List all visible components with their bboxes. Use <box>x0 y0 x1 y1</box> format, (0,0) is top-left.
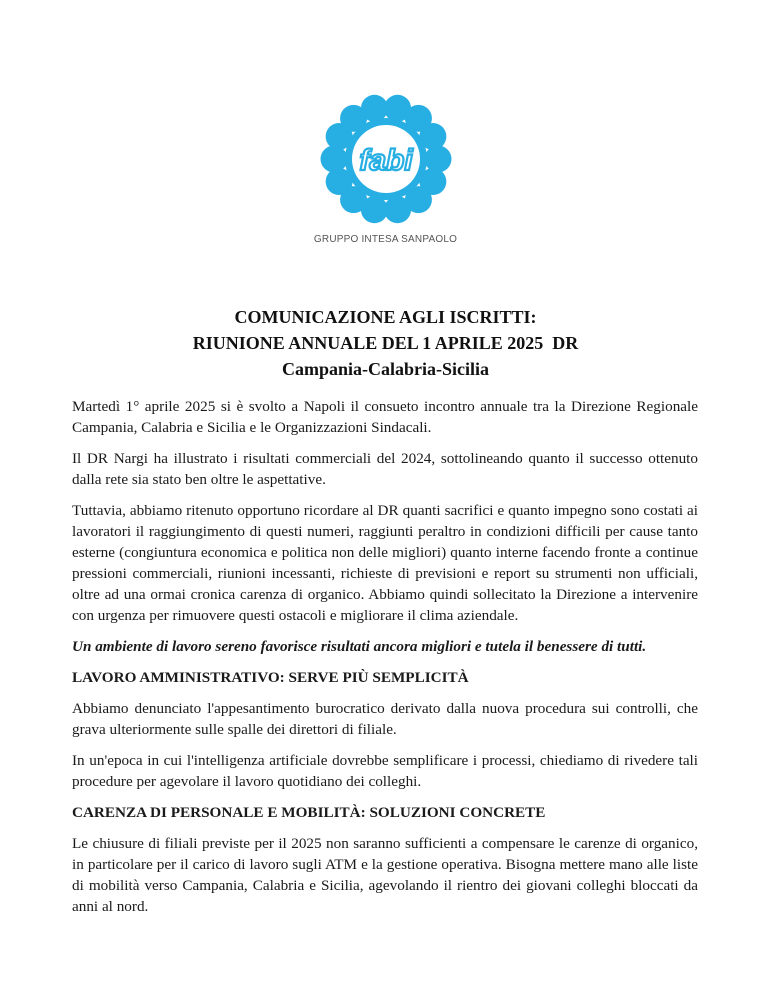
paragraph-bureaucracy: Abbiamo denunciato l'appesantimento burocratico derivato dalla nuova procedura sui controlli, che grava ulteriormente sulle spalle dei direttori di filiale. <box>72 700 698 738</box>
paragraph-sacrifices: Tuttavia, abbiamo ritenuto opportuno ricordare al DR quanti sacrifici e quanto impegno sono costati ai lavoratori il raggiungimento di questi numeri, raggiunti peraltro in condizioni difficili per cause tanto esterne (congiuntura economica e politica non delle migliori) quanto interne facendo fronte a continue pressioni commerciali, riunioni incessanti, richieste di previsioni e report su strumenti non ufficiali, oltre ad una ormai cronica carenza di organico. Abbiamo quindi sollecitato la Direzione a intervenire con urgenza per rimuovere questi ostacoli e migliorare il clima aziendale. <box>72 502 698 624</box>
title-line-3: Campania-Calabria-Sicilia <box>281 359 489 379</box>
paragraph-results: Il DR Nargi ha illustrato i risultati commerciali del 2024, sottolineando quanto il successo ottenuto dalla rete sia stato ben oltre le aspettative. <box>72 450 698 488</box>
paragraph-mobility: Le chiusure di filiali previste per il 2025 non saranno sufficienti a compensare le carenze di organico, in particolare per il carico di lavoro sugli ATM e la gestione operativa. Bisogna mettere mano alle liste di mobilità verso Campania, Calabria e Sicilia, agevolando il rientro dei giovani colleghi bloccati da anni al nord. <box>72 835 698 915</box>
paragraph-ai: In un'epoca in cui l'intelligenza artificiale dovrebbe semplificare i processi, chiediamo di rivedere tali procedure per agevolare il lavoro quotidiano dei colleghi. <box>72 752 698 790</box>
logo-petal <box>320 146 347 173</box>
document-title <box>0 304 771 382</box>
title-line-1: COMUNICAZIONE AGLI ISCRITTI: <box>234 307 537 327</box>
paragraph-meeting-intro: Martedì 1° aprile 2025 si è svolto a Napoli il consueto incontro annuale tra la Direzione Regionale Campania, Calabria e Sicilia e le Organizzazioni Sindacali. <box>72 398 698 436</box>
logo-petal <box>424 146 451 173</box>
logo-petal <box>384 196 411 223</box>
logo <box>0 92 771 226</box>
section-heading-staff: CARENZA DI PERSONALE E MOBILITÀ: SOLUZIONI CONCRETE <box>72 804 546 821</box>
title-line-2: RIUNIONE ANNUALE DEL 1 APRILE 2025 DR <box>192 333 579 353</box>
logo-caption: GRUPPO INTESA SANPAOLO <box>313 234 458 245</box>
document-body <box>72 396 698 927</box>
section-heading-admin: LAVORO AMMINISTRATIVO: SERVE PIÙ SEMPLICITÀ <box>72 669 469 686</box>
paragraph-emphasis: Un ambiente di lavoro sereno favorisce risultati ancora migliori e tutela il benessere di tutti. <box>72 638 647 655</box>
logo-petal <box>360 95 387 122</box>
logo-wordmark: fabi <box>358 144 413 177</box>
fabi-flower-logo-icon <box>314 92 458 226</box>
